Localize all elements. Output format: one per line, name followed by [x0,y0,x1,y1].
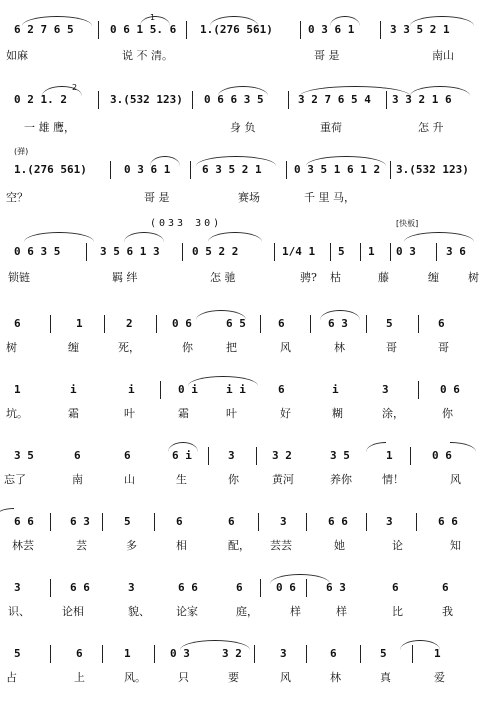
beat-9: 6 [442,581,449,594]
lyric-9: 哥 [438,341,449,354]
lyric-1: 锁链 [8,271,30,284]
score-system-1: 1 6 2 7 6 5 0 6 1 5. 6 1.(276 561) 0 3 6 1 3 3 5 2 1 如麻 说 不 清。 哥 是 南山 [0,6,490,70]
lyric-8: 涂， [382,407,404,420]
lyric-4: 论家 [176,605,198,618]
note-row [14,162,490,178]
beat-7: 6 [330,647,337,660]
lyric-4: 只 [178,671,189,684]
beat-1: 1 [14,383,21,396]
annotation-tag: (弹) [14,147,29,156]
lyric-3: 身 负 [230,121,256,134]
lyric-row [8,604,490,620]
lyric-1: 一 雄 鹰， [24,121,75,134]
beat-2: i [70,383,77,396]
lyric-3: 貌、 [128,605,150,618]
beat-4: 6 i [172,449,192,462]
lyric-5: 要 [228,671,239,684]
lyric-2: 缠 [68,341,79,354]
beat-8: 5 [380,647,387,660]
beat-3: 1 [124,647,131,660]
lyric-row [6,340,490,356]
measure-5: 3 3 5 2 1 [390,23,450,36]
beat-8: 6 [392,581,399,594]
lyric-1: 如麻 [6,49,28,62]
beat-7: 6 3 [328,317,348,330]
beat-6: 6 [278,383,285,396]
note-row [14,580,490,596]
measure-4: 3 2 7 6 5 4 [298,93,371,106]
beat-8: 1 [386,449,393,462]
score-system-5 [0,300,490,364]
beat-4: 0 i [178,383,198,396]
lyric-7: 缠 [428,271,439,284]
lyric-5: 把 [226,341,237,354]
lyric-5: 叶 [226,407,237,420]
lyric-2: 论相 [62,605,84,618]
beat-1: 6 [14,317,21,330]
beat-4: 6 6 [178,581,198,594]
lyric-row [6,48,490,64]
beat-4: 0 6 [172,317,192,330]
beat-5: i i [226,383,246,396]
lyric-5: 枯 [330,271,341,284]
beat-3: 5 [124,515,131,528]
measure-5: 3 3 2 1 6 [392,93,452,106]
beat-1: 3 5 [14,449,34,462]
lyric-3: 山 [124,473,135,486]
lyric-7: 她 [334,539,345,552]
beat-4: 0 3 [170,647,190,660]
lyric-2: 上 [74,671,85,684]
beat-6: 6 [278,317,285,330]
score-system-9 [0,564,490,628]
measure-2: 0 3 6 1 [124,163,171,176]
lyric-2: 说 不 清。 [122,49,173,62]
beat-1: 6 6 [14,515,34,528]
lyric-9: 我 [442,605,453,618]
beat-9: 6 6 [438,515,458,528]
lyric-3: 叶 [124,407,135,420]
lyric-4: 骋? [300,271,317,284]
beat-6: 3 2 [272,449,292,462]
beat-1: 3 [14,581,21,594]
lyric-5: 配， [228,539,250,552]
lyric-8: 情！ [382,473,404,486]
lyric-6: 风 [280,671,291,684]
lyric-4: 千 里 马， [304,191,355,204]
lyric-7: 林 [330,671,341,684]
lyric-7: 养你 [330,473,352,486]
beat-5: 6 [228,515,235,528]
measure-1: 0 6 3 5 [14,245,61,258]
lyric-5: 庭， [236,605,258,618]
lyric-9: 风 [450,473,461,486]
score-system-7 [0,432,490,496]
lyric-4: 重荷 [320,121,342,134]
lyric-row [6,670,490,686]
beat-7: 3 5 [330,449,350,462]
lyric-6: 黄河 [272,473,294,486]
score-system-4 [0,214,490,284]
lyric-4: 哥 是 [314,49,340,62]
beat-3: 3 [128,581,135,594]
lyric-1: 忘了 [4,473,26,486]
lyric-1: 识、 [8,605,30,618]
lyric-5: 南山 [432,49,454,62]
lyric-row [14,538,490,554]
measure-3: 0 5 2 2 [192,245,239,258]
lyric-2: 南 [72,473,83,486]
lyric-3: 多 [126,539,137,552]
lyric-1: 坑。 [6,407,28,420]
measure-7: 0 3 [396,245,416,258]
note-row [14,92,490,108]
score-system-2: 2 0 2 1. 2 3.(532 123) 0 6 6 3 5 3 2 7 6 5 4 3 3 2 1 6 一 雄 鹰， 身 负 重荷 怎 升 [0,76,490,140]
lyric-4: 你 [182,341,193,354]
lyric-3: 风。 [124,671,146,684]
beat-7: 6 6 [328,515,348,528]
beat-5: 3 2 [222,647,242,660]
measure-8: 3 6 [446,245,466,258]
beat-9: 0 6 [432,449,452,462]
bracket-annotation: (033 30) [150,218,223,229]
beat-6: 0 6 [276,581,296,594]
lyric-4: 霜 [178,407,189,420]
lyric-8: 比 [392,605,403,618]
lyric-8: 论 [392,539,403,552]
score-system-6 [0,366,490,430]
lyric-3: 死， [118,341,140,354]
measure-1: 1.(276 561) [14,163,87,176]
beat-4: 6 [176,515,183,528]
measure-6: 1 [368,245,375,258]
score-system-8 [0,498,490,562]
beat-9: 6 [438,317,445,330]
note-row [14,448,490,464]
measure-2: 3.(532 123) [110,93,183,106]
measure-4: 1/4 1 [282,245,316,258]
lyric-1: 林芸 [12,539,34,552]
beat-2: 6 [76,647,83,660]
beat-9: 0 6 [440,383,460,396]
lyric-9: 爱 [434,671,445,684]
lyric-row [6,406,490,422]
lyric-6: 样 [290,605,301,618]
beat-6: 3 [280,647,287,660]
beat-3: i [128,383,135,396]
beat-5: 6 [236,581,243,594]
measure-3: 0 6 6 3 5 [204,93,264,106]
measure-1: 6 2 7 6 5 [14,23,74,36]
lyric-7: 林 [334,341,345,354]
lyric-7: 样 [336,605,347,618]
beat-2: 1 [76,317,83,330]
beat-8: 3 [386,515,393,528]
measure-5: 5 [338,245,345,258]
beat-5: 6 5 [226,317,246,330]
beat-2: 6 6 [70,581,90,594]
beat-8: 3 [382,383,389,396]
measure-2: 0 6 1 5. 6 [110,23,177,36]
lyric-5: 怎 升 [418,121,444,134]
lyric-2: 霜 [68,407,79,420]
lyric-6: 风 [280,341,291,354]
measure-4: 0 3 6 1 [308,23,355,36]
score-system-3 [0,146,490,210]
lyric-8: 树 [468,271,479,284]
note-row [14,646,490,662]
lyric-8: 哥 [386,341,397,354]
lyric-1: 树 [6,341,17,354]
beat-5: 3 [228,449,235,462]
lyric-row [8,270,490,286]
lyric-1: 空？ [6,191,28,204]
lyric-3: 赛场 [238,191,260,204]
beat-2: 6 3 [70,515,90,528]
lyric-5: 你 [228,473,239,486]
lyric-2: 哥 是 [144,191,170,204]
lyric-2: 羁 绊 [112,271,138,284]
note-row [14,514,490,530]
lyric-9: 知 [450,539,461,552]
lyric-4: 生 [176,473,187,486]
beat-2: 6 [74,449,81,462]
lyric-row [4,472,490,488]
beat-3: 2 [126,317,133,330]
note-row [14,22,490,38]
lyric-7: 糊 [332,407,343,420]
beat-6: 3 [280,515,287,528]
lyric-8: 真 [380,671,391,684]
beat-7: 6 3 [326,581,346,594]
beat-1: 5 [14,647,21,660]
beat-3: 6 [124,449,131,462]
tempo-marking: [快板] [396,219,419,228]
lyric-6: 好 [280,407,291,420]
lyric-2: 芸 [76,539,87,552]
score-system-10 [0,630,490,694]
beat-7: i [332,383,339,396]
lyric-6: 藤 [378,271,389,284]
lyric-9: 你 [442,407,453,420]
lyric-6: 芸芸 [270,539,292,552]
measure-1: 0 2 1. 2 [14,93,67,106]
measure-5: 3.(532 123) [396,163,469,176]
lyric-row [14,120,490,136]
lyric-4: 相 [176,539,187,552]
lyric-row [6,190,490,206]
beat-9: 1 [434,647,441,660]
lyric-1: 占 [6,671,17,684]
measure-3: 6 3 5 2 1 [202,163,262,176]
measure-2: 3 5 6 1 3 [100,245,160,258]
lyric-3: 怎 驰 [210,271,236,284]
measure-4: 0 3 5 1 6 1 2 [294,163,381,176]
beat-8: 5 [386,317,393,330]
measure-3: 1.(276 561) [200,23,273,36]
